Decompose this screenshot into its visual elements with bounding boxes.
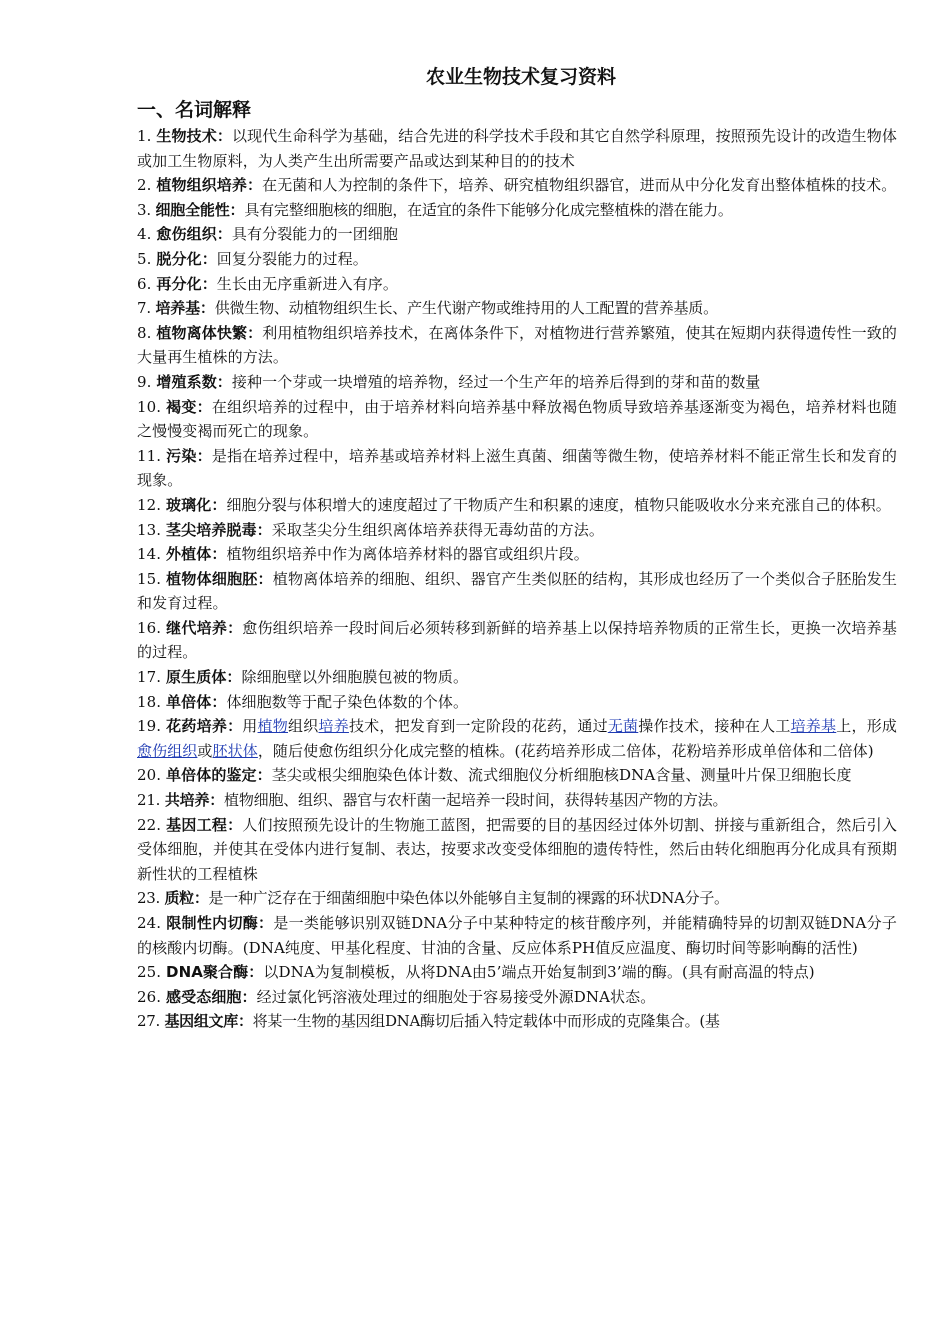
definition-entry [137, 370, 897, 395]
entry-term: 增殖系数： [156, 372, 232, 391]
entry-text: 植物组织培养中作为离体培养材料的器官或组织片段。 [226, 545, 589, 564]
document-title: 农业生物技术复习资料 [425, 66, 616, 88]
entry-text: 生长由无序重新进入有序。 [216, 274, 398, 293]
entry-number: 2. [137, 176, 152, 195]
entry-term: 植物组织培养： [156, 176, 263, 195]
entry-number: 5. [137, 249, 152, 268]
entry-term: 植物体细胞胚： [166, 569, 273, 588]
hyperlink-culture[interactable]: 培养 [318, 717, 349, 736]
entry-number: 17. [137, 668, 162, 687]
definition-entry [137, 813, 897, 887]
entry-text: 体细胞数等于配子染色体数的个体。 [226, 692, 469, 711]
entry-term: 原生质体： [166, 668, 242, 687]
entry-number: 15. [137, 569, 162, 588]
definition-entry [137, 173, 897, 198]
entry-number: 10. [137, 397, 162, 416]
entry-text: 回复分裂能力的过程。 [216, 249, 368, 268]
entry-text: 在组织培养的过程中，由于培养材料向培养基中释放褐色物质导致培养基逐渐变为褐色，培养材料也随之慢慢变褐而死亡的现象。 [137, 397, 897, 441]
entry-term: 茎尖培养脱毒： [166, 520, 272, 539]
entry-number: 19. [137, 717, 162, 736]
entry-term: 褐变： [166, 397, 212, 416]
entry-term: 基因组文库： [164, 1012, 253, 1031]
entry-text: 细胞分裂与体积增大的速度超过了干物质产生和积累的速度，植物只能吸收水分来充涨自己的体积。 [226, 495, 891, 514]
entry-term: 玻璃化： [166, 495, 227, 514]
entry-term: 花药培养： [166, 717, 243, 736]
entry-number: 8. [137, 323, 152, 342]
definition-entry [137, 247, 897, 272]
definition-entry [137, 886, 897, 911]
entry-term: DNA聚合酶： [166, 963, 264, 982]
entry-text: 茎尖或根尖细胞染色体计数、流式细胞仪分析细胞核DNA含量、测量叶片保卫细胞长度 [271, 766, 852, 785]
entry-text: 用 [242, 717, 258, 736]
entry-number: 1. [137, 127, 152, 145]
entry-text: 植物细胞、组织、器官与农杆菌一起培养一段时间，获得转基因产物的方法。 [224, 791, 728, 810]
definition-entry [137, 395, 897, 444]
entry-term: 脱分化： [156, 249, 217, 268]
definition-entry [137, 198, 897, 223]
definition-entry [137, 1009, 897, 1034]
entry-text: 是指在培养过程中，培养基或培养材料上滋生真菌、细菌等微生物，使培养材料不能正常生长和发育的现象。 [137, 446, 897, 490]
entry-number: 25. [137, 963, 162, 982]
definition-entry [137, 222, 897, 247]
entry-term: 单倍体： [166, 692, 227, 711]
entry-number: 20. [137, 766, 162, 785]
entry-text: 组织 [288, 717, 319, 736]
definition-entry [137, 272, 897, 297]
entry-text: 以DNA为复制模板，从将DNA由5’端点开始复制到3’端的酶。(具有耐高温的特点) [263, 963, 815, 982]
definition-entry [137, 911, 897, 960]
definition-entry [137, 493, 897, 518]
entry-term: 污染： [166, 446, 212, 465]
definition-entry [137, 616, 897, 665]
hyperlink-sterile[interactable]: 无菌 [607, 717, 639, 736]
entry-text: 除细胞壁以外细胞膜包被的物质。 [241, 668, 469, 687]
hyperlink-plant[interactable]: 植物 [257, 717, 288, 736]
hyperlink-embryoid[interactable]: 胚状体 [212, 741, 258, 760]
entry-term: 植物离体快繁： [156, 323, 263, 342]
entry-text: 经过氯化钙溶液处理过的细胞处于容易接受外源DNA状态。 [256, 987, 656, 1006]
entry-term: 限制性内切酶： [166, 914, 274, 932]
entry-number: 23. [137, 889, 160, 908]
entry-text: 将某一生物的基因组DNA酶切后插入特定载体中而形成的克隆集合。(基 [252, 1012, 720, 1031]
entry-number: 16. [137, 618, 162, 637]
section-heading: 一、名词解释 [137, 99, 252, 121]
entry-number: 3. [137, 200, 151, 219]
entry-number: 13. [137, 520, 162, 539]
entry-text: 接种一个芽或一块增殖的培养物，经过一个生产年的培养后得到的芽和苗的数量 [231, 372, 761, 391]
entry-term: 基因工程： [166, 815, 243, 834]
entry-term: 愈伤组织： [156, 225, 232, 244]
definition-entry [137, 960, 897, 985]
hyperlink-callus[interactable]: 愈伤组织 [137, 741, 198, 760]
definition-entry [137, 321, 897, 370]
entry-number: 11. [137, 446, 162, 465]
definition-entry [137, 518, 897, 543]
definition-entry [137, 714, 897, 763]
definition-entry [137, 296, 897, 321]
definition-entry [137, 690, 897, 715]
hyperlink-medium[interactable]: 培养基 [790, 717, 837, 736]
entry-term: 质粒： [164, 889, 209, 908]
entry-number: 6. [137, 274, 152, 293]
entry-text: 上，形成 [836, 717, 898, 736]
definition-entry [137, 788, 897, 813]
definition-entry [137, 542, 897, 567]
definition-entry [137, 444, 897, 493]
entry-term: 生物技术： [156, 127, 232, 145]
entry-number: 26. [137, 987, 162, 1006]
entry-text: 操作技术，接种在人工 [638, 717, 791, 736]
entry-text: 具有分裂能力的一团细胞 [231, 225, 399, 244]
entry-text: 植物离体培养的细胞、组织、器官产生类似胚的结构，其形成也经历了一个类似合子胚胎发生和发育过程。 [137, 569, 897, 613]
entry-text: 以现代生命科学为基础，结合先进的科学技术手段和其它自然学科原理，按照预先设计的改造生物体或加工生物原料，为人类产生出所需要产品或达到某种目的的技术 [137, 127, 897, 170]
entry-number: 18. [137, 692, 162, 711]
entry-term: 再分化： [156, 274, 217, 293]
entry-text: 是一类能够识别双链DNA分子中某种特定的核苷酸序列，并能精确特异的切割双链DNA分子的核酸内切酶。(DNA纯度、甲基化程度、甘油的含量、反应体系PH值反应温度、酶切时间等影响酶的活性) [137, 914, 898, 957]
definition-entry [137, 985, 897, 1010]
entry-text: 人们按照预先设计的生物施工蓝图，把需要的目的基因经过体外切割、拼接与重新组合，然后引入受体细胞，并使其在受体内进行复制、表达，按要求改变受体细胞的遗传特性，然后由转化细胞再分化成具有预期新性状的工程植株 [137, 815, 897, 883]
entry-term: 继代培养： [166, 618, 243, 637]
entry-text: ，随后使愈伤组织分化成完整的植株。(花药培养形成二倍体，花粉培养形成单倍体和二倍体) [257, 741, 874, 760]
entry-text: 供微生物、动植物组织生长、产生代谢产物或维持用的人工配置的营养基质。 [214, 299, 718, 318]
entry-text: 在无菌和人为控制的条件下，培养、研究植物组织器官，进而从中分化发育出整体植株的技术。 [262, 176, 897, 195]
entry-number: 27. [137, 1012, 160, 1031]
entry-number: 4. [137, 225, 152, 244]
entry-term: 培养基： [155, 299, 215, 318]
definition-entry [137, 567, 897, 616]
entry-text: 愈伤组织培养一段时间后必须转移到新鲜的培养基上以保持培养物质的正常生长，更换一次培养基的过程。 [137, 618, 897, 662]
definition-entry [137, 124, 897, 173]
entry-number: 24. [137, 914, 162, 932]
entry-number: 7. [137, 299, 151, 318]
document-page [137, 62, 897, 1034]
definition-entry [137, 665, 897, 690]
definition-list [137, 124, 897, 1034]
entry-term: 外植体： [166, 545, 227, 564]
entry-term: 单倍体的鉴定： [166, 766, 272, 785]
entry-text: 采取茎尖分生组织离体培养获得无毒幼苗的方法。 [271, 520, 604, 539]
entry-number: 21. [137, 791, 161, 810]
entry-text: 或 [197, 741, 213, 760]
entry-text: 技术，把发育到一定阶段的花药，通过 [348, 717, 608, 736]
entry-number: 12. [137, 495, 162, 514]
entry-term: 共培养： [164, 791, 225, 810]
definition-entry [137, 763, 897, 788]
entry-number: 9. [137, 372, 152, 391]
entry-term: 细胞全能性： [155, 200, 245, 219]
entry-number: 14. [137, 545, 162, 564]
entry-number: 22. [137, 815, 162, 834]
entry-term: 感受态细胞： [166, 987, 257, 1006]
entry-text: 是一种广泛存在于细菌细胞中染色体以外能够自主复制的裸露的环状DNA分子。 [208, 889, 729, 908]
entry-text: 具有完整细胞核的细胞，在适宜的条件下能够分化成完整植株的潜在能力。 [244, 200, 733, 219]
entry-text: 利用植物组织培养技术，在离体条件下，对植物进行营养繁殖，使其在短期内获得遗传性一致的大量再生植株的方法。 [137, 323, 897, 367]
